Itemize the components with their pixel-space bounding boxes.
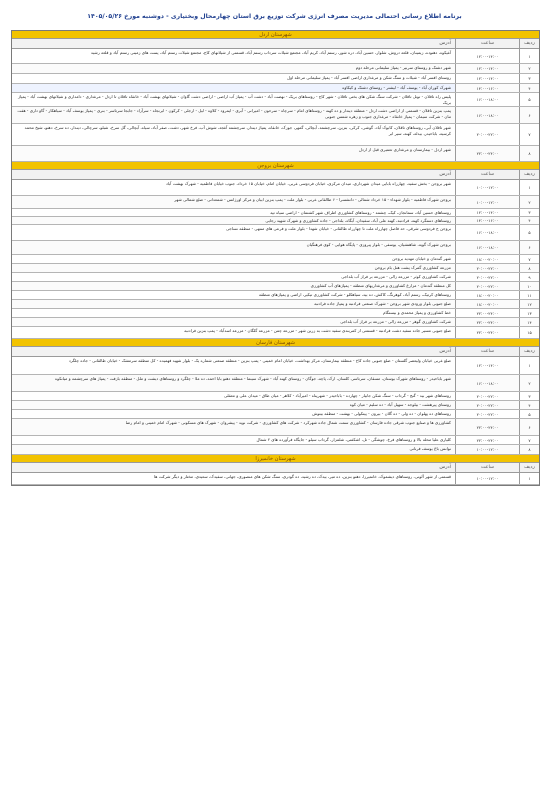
row-number: ۱۴: [519, 318, 539, 326]
header-address: آدرس: [439, 465, 451, 470]
section-title: شهرستان فارسان: [12, 339, 539, 347]
row-number: ۱۵: [519, 327, 539, 338]
row-address: روستاهای کرتیک، رستم آباد، کوهرنگ، کاکش، ده بید، سیاهکلو - شرکت کشاورزی تیکیر، اراضی و پمپاژهای منطقه: [258, 292, 451, 297]
header-address: آدرس: [439, 172, 451, 177]
header-time: ساعت: [455, 170, 519, 179]
row-time: ۱۰:۰۰-۱۲:۰۰: [455, 196, 519, 208]
table-row: [12, 375, 539, 392]
section-4: [12, 455, 539, 485]
row-address: شهر گندمان و خیابان مهدیه بروجن: [392, 256, 451, 261]
row-time: ۲۲:۰۰-۲۴:۰۰: [455, 419, 519, 435]
row-time: ۲۲:۰۰-۲۴:۰۰: [455, 146, 519, 161]
row-number: ۳: [519, 209, 539, 216]
table-row: [12, 309, 539, 318]
row-number: ۳: [519, 74, 539, 83]
row-time: ۲۰:۰۰-۲۲:۰۰: [455, 410, 519, 418]
table-row: [12, 436, 539, 445]
row-time: ۲۲:۰۰-۲۴:۰۰: [455, 327, 519, 338]
row-number: ۴: [519, 217, 539, 224]
section-title: شهرستان اردل: [12, 31, 539, 39]
table-row: [12, 84, 539, 93]
table-row: [12, 146, 539, 162]
row-time: ۲۰:۰۰-۲۲:۰۰: [455, 273, 519, 281]
table-header: [12, 170, 539, 180]
table-row: [12, 93, 539, 107]
table-row: [12, 74, 539, 84]
header-time: ساعت: [455, 463, 519, 472]
table-row: [12, 419, 539, 436]
table-header: [12, 463, 539, 473]
row-address: روستاهای شهر بید - گنج - گرداب - سنگ شکن جابیار - چهارده - باباحیدر - شهرپناه - امیرآباد - کلاهر - میان طاق - میدان علی و معقلی: [223, 393, 451, 398]
table-row: [12, 473, 539, 485]
row-address: آغیکوه، دهنوده، زیمینان، قلعه دروش، شلوار، حسین آباد، دره شور، رستم آباد، کریم آباد، مجتمع شیلات سرداب رستم آباد، قسمتی از شیلاتهای کاج، مجتمع شیلات رستم آباد، پست های زمینی رستم آباد و قلعه رشید: [90, 50, 451, 55]
row-time: ۱۰:۰۰-۱۲:۰۰: [455, 473, 519, 484]
row-number: ۲: [519, 375, 539, 391]
row-time: ۲۲:۰۰-۲۴:۰۰: [455, 318, 519, 326]
row-number: ۱: [519, 180, 539, 195]
row-time: ۱۲:۰۰-۱۴:۰۰: [455, 357, 519, 374]
table-row: [12, 49, 539, 64]
row-address: کلیاری علیا محله بالا و روستاهای فرخ، چوشگی - تل، اشکفتی، شلمزار، گرداب سیلو - جایگاه فرآورده های ۲ شمال: [256, 437, 451, 442]
table-row: [12, 196, 539, 209]
header-row-number: ردیف: [519, 39, 539, 48]
outage-table: [11, 30, 540, 486]
row-number: ۸: [519, 264, 539, 272]
table-row: [12, 401, 539, 410]
row-number: ۹: [519, 273, 539, 281]
row-number: ۷: [519, 436, 539, 444]
row-time: ۱۶:۰۰-۱۸:۰۰: [455, 225, 519, 240]
row-time: ۱۶:۰۰-۱۸:۰۰: [455, 93, 519, 106]
row-time: ۱۶:۰۰-۱۸:۰۰: [455, 375, 519, 391]
row-address: ضلع غربی خیابان ولیعصر گلستان - ضلع جنوبی جاده کاخ - منطقه بیمارستان، مرکز بهداشت، خیابان امام خمینی - پمپ بنزین - منطقه صنعتی شماره یک - بلوار شهید فهمیده - کل منطقه سرمشک - خیابان طالقانی - جاده چلگرد: [68, 358, 451, 363]
row-address: پمپ بنزین تاقلان - قسمتی از اراضی دشت اردل - منطقه دیندار و ده کهنه - روستاهای امام - سرچاه - سرحون - امیرانی - آبری - ایمرود - کلاوه - لیل - ارجلی - کرکون - ابرنجاه - سرآزاد - جابجا سرتاسر - بنری - پمپاژ یوسف آباد - سیاهکار - گاو داری - هفت تنان - شرکت سیمان - پمپاژ خانقاه - مرغداری جنوب و زهره شمس جنوبی: [17, 108, 451, 119]
row-number: ۷: [519, 124, 539, 145]
row-address: شهر تاقلان آبی، روستاهای تاقلان، کابوک آباد، گوشی، کرکی، بنزین، سرچشمه، آبچالی، گمهر، جوزک، خانقاه، پمپاژ دیندار، سرچشمه آغجه، شوش آب، فرخ شهر، دشت، صفر آباد، سیاه، آبچالی، گل سرخ، شبلو، سرچالی، دیندار، ده سرخ، دهنو، شیخ محمد کرسیه، باباحیدر، بیدله، کهنه، سیر ابر: [24, 125, 451, 136]
row-number: ۵: [519, 225, 539, 240]
row-address: مزرعه کشاورزی گمرک پشت هنل بام بروجن: [374, 265, 451, 270]
row-time: ۱۸:۰۰-۲۰:۰۰: [455, 291, 519, 299]
row-number: ۵: [519, 93, 539, 106]
table-row: [12, 327, 539, 339]
row-time: ۱۰:۰۰-۱۲:۰۰: [455, 445, 519, 454]
row-address: نوانس باغ یوسف فرنانی: [409, 446, 451, 451]
row-number: ۲: [519, 196, 539, 208]
row-time: ۱۸:۰۰-۲۰:۰۰: [455, 300, 519, 308]
row-time: ۱۲:۰۰-۱۴:۰۰: [455, 49, 519, 63]
row-time: ۲۲:۰۰-۲۴:۰۰: [455, 436, 519, 444]
row-time: ۲۰:۰۰-۲۲:۰۰: [455, 401, 519, 409]
section-title: شهرستان بروجن: [12, 162, 539, 170]
table-row: [12, 241, 539, 255]
row-address: خط کشاورزی و پمپاژ محمدی و بیستگام: [383, 310, 451, 315]
header-address: آدرس: [439, 349, 451, 354]
row-number: ۸: [519, 445, 539, 454]
row-address: کل منطقه گندمان - مزارع کشاورزی و مرغداریهای منطقه - پمپاژهای آب کشاورزی: [310, 283, 451, 288]
row-number: ۱: [519, 473, 539, 484]
row-address: روستاهای دستگرد کهنه، فرادنبه، کهنه علی آباد، سفیدان، آبگاه، بلداجی - جاده کشاورزی و شهرک شهید رجایی: [265, 218, 451, 223]
row-number: ۱: [519, 49, 539, 63]
row-address: بروجن شهرک گویه، شاهنشیان، یوسفی - بلوار پیروزی - پایگاه هوایی - کوی فرهنگیان: [306, 242, 451, 247]
row-address: ضلع جنوبی بلوار ورودی شهر بروجن - شهرک صنعتی فرادنبه و پمپاژ جاده فرادنبه: [314, 301, 451, 306]
row-address: روستای پیرهشت - بیلوجه - سهیل آباد - ده سلیم - میان کوه: [349, 402, 451, 407]
row-time: ۱۶:۰۰-۱۸:۰۰: [455, 107, 519, 123]
row-time: ۱۰:۰۰-۱۲:۰۰: [455, 180, 519, 195]
section-1: [12, 31, 539, 162]
row-address: شهر باباحیدر - روستاهای شهرک بوستان، مسقان، سرتاسر، کلسان، ارک، پاچه، جوگان - روستای کهنه آباد - شهرک سینما - منطقه دهنو بابا احمد، ده ملا - چلگرد و روستاهای دیشت و ملل - منطقه بازفت - پمپاژ های سرچشمه و میانکوه: [55, 376, 451, 381]
row-number: ۴: [519, 84, 539, 92]
table-header: [12, 39, 539, 49]
row-address: پلیس راه تاقلان - تونل تاقلان - شرکت سنگ شکن های بختی تاقلان - شهر کاج - روستاهای بریک - نهضت آباد - دشت آب - پمپاژ آب اراضی - اراضی دشت گاوان - شیلاتهای بهشت آباد - خانقاه تاقلان تا اردل - مرغداری - دامداری و شیلاتهای بهشت آباد - پمپاژ بریک: [18, 94, 451, 105]
header-time: ساعت: [455, 347, 519, 356]
row-number: ۸: [519, 146, 539, 161]
row-number: ۶: [519, 107, 539, 123]
row-time: ۲۰:۰۰-۲۲:۰۰: [455, 392, 519, 400]
row-address: روستاهای ده پهلوان - ده ولی - ده گلان - بیرون - پیتکولی - بهشت - منطقه بیتوش: [312, 411, 451, 416]
table-row: [12, 273, 539, 282]
row-time: ۱۴:۰۰-۱۶:۰۰: [455, 84, 519, 92]
table-row: [12, 209, 539, 217]
header-row-number: ردیف: [519, 170, 539, 179]
row-time: ۱۲:۰۰-۱۴:۰۰: [455, 64, 519, 73]
row-address: شهرک کوران آباد - یوسف آباد - لیشتر - روستای دشتک و کیکاوه: [12, 84, 455, 92]
row-time: ۲۰:۰۰-۲۲:۰۰: [455, 124, 519, 145]
row-address: شهر اردل - بیمارستان و مرغداری تعمیری قبل از اردل: [358, 147, 451, 152]
row-time: ۲۰:۰۰-۲۲:۰۰: [455, 264, 519, 272]
row-address: روستای افسر آباد - شیلات و سنگ شکن و مرغداری اراضی افسر آباد - پمپاژ سلیمانی مرحله اول: [287, 75, 451, 80]
row-address: کشاورزی ها و صنایع جنوب شرقی جاده فارسان - کشاورزی سمت شمال جاده شهرکرد - شرکت های کشاورزی - شرکت نوید - پیشروان - شهرک های مسکونی - شهرک امام خمینی و امام رضا: [125, 420, 451, 425]
table-row: [12, 255, 539, 264]
row-number: ۱۳: [519, 309, 539, 317]
header-row-number: ردیف: [519, 463, 539, 472]
table-row: [12, 392, 539, 401]
table-row: [12, 217, 539, 225]
row-time: ۲۰:۰۰-۲۲:۰۰: [455, 282, 519, 290]
table-row: [12, 445, 539, 455]
row-number: ۲: [519, 64, 539, 73]
section-title: شهرستان خانمیرزا: [12, 455, 539, 463]
table-row: [12, 225, 539, 241]
row-number: ۶: [519, 419, 539, 435]
row-number: ۱: [519, 357, 539, 374]
row-number: ۶: [519, 241, 539, 254]
header-time: ساعت: [455, 39, 519, 48]
row-address: بروجن ج فردوسی شرقی، حد فاصل چهارراه ملت تا چهارراه طالقانی - خیابان شهدا - بلوار ملت و فرعی های منتهی - منطقه نساجی: [225, 226, 451, 231]
section-3: [12, 339, 539, 455]
table-row: [12, 300, 539, 309]
table-row: [12, 318, 539, 327]
row-address: قسمتی از شهر آلونی، روستاهای دیشموک، خانمیرزا، دهنو بنزین، ده میر، بیدک، ده رشید، ده گودری، سنگ شکن های منصوری، جهانی، سفیدک، سعیدی، مختار و دیگر شرکت ها: [154, 474, 451, 479]
page-title: برنامه اطلاع رسانی احتمالی مدیریت مصرف انرژی شرکت توزیع برق استان چهارمحال وبختیاری - دوشنبه مورخ ۱۴۰۵/۰۵/۲۶: [87, 13, 462, 20]
row-address: شهر بروجن - بخش سفید، چهارراه بابایی میدان شهرداری، میدان مرکزی، خیابان فردوسی غربی، خیابان امام، خیابان ۱۵ خرداد، جنوب خیابان فاطمیه - شهرک بهشت آباد: [166, 181, 451, 186]
row-number: ۱۱: [519, 291, 539, 299]
table-row: [12, 124, 539, 146]
table-row: [12, 180, 539, 196]
row-address: بروجن شهرک فاطمیه - بلوار شهداء - ۱۵ خرداد شمالی - دانشسرا - ۶ طالقانی غربی - بلوار ملت - پمپ بنزین ابیان و مرکز اورژانس - شمعدانی - ضلع شمالی شهر: [174, 197, 451, 202]
header-address: آدرس: [439, 41, 451, 46]
table-row: [12, 410, 539, 419]
section-2: [12, 162, 539, 339]
row-address: روستاهای حسین آباد، سمانجان، کیک، چشمه - روستاهای کشاورزی اطراف شهر کشتمان - اراضی سیاه تپه: [270, 210, 451, 215]
table-header: [12, 347, 539, 357]
row-time: ۱۶:۰۰-۱۸:۰۰: [455, 241, 519, 254]
table-row: [12, 264, 539, 273]
row-number: ۷: [519, 255, 539, 263]
table-row: [12, 107, 539, 124]
row-address: شرکت کشاورزی کوثر - مزرعه زالی - مزرعه بر فراز آب بلداجی: [341, 274, 451, 279]
table-row: [12, 282, 539, 291]
row-number: ۵: [519, 410, 539, 418]
table-row: [12, 64, 539, 74]
row-time: ۱۲:۰۰-۱۴:۰۰: [455, 209, 519, 216]
row-number: ۱۰: [519, 282, 539, 290]
row-address: شهر دشتک و روستای سربیر - پمپاژ سلیمانی مرحله دوم: [355, 65, 451, 70]
row-time: ۱۲:۰۰-۱۴:۰۰: [455, 74, 519, 83]
row-time: ۲۲:۰۰-۲۴:۰۰: [455, 309, 519, 317]
row-number: ۴: [519, 401, 539, 409]
table-row: [12, 291, 539, 300]
row-number: ۱۲: [519, 300, 539, 308]
header-row-number: ردیف: [519, 347, 539, 356]
row-time: ۱۴:۰۰-۱۶:۰۰: [455, 217, 519, 224]
row-address: ضلع جنوبی مسیر جاده سفید دشت فرادنبه - قسمتی از کمربندی سفید دشت به زرین شهر - مزرعه چمن - مزرعه گلگان - مزرعه اسدآباد - پمپ بنزین فرادنبه: [184, 328, 451, 333]
row-number: ۳: [519, 392, 539, 400]
row-time: ۱۸:۰۰-۲۰:۰۰: [455, 255, 519, 263]
table-row: [12, 357, 539, 375]
row-address: شرکت کشاورزی گوهر - مزرعه زالی - مزرعه بر فراز آب بلداجی: [340, 319, 451, 324]
